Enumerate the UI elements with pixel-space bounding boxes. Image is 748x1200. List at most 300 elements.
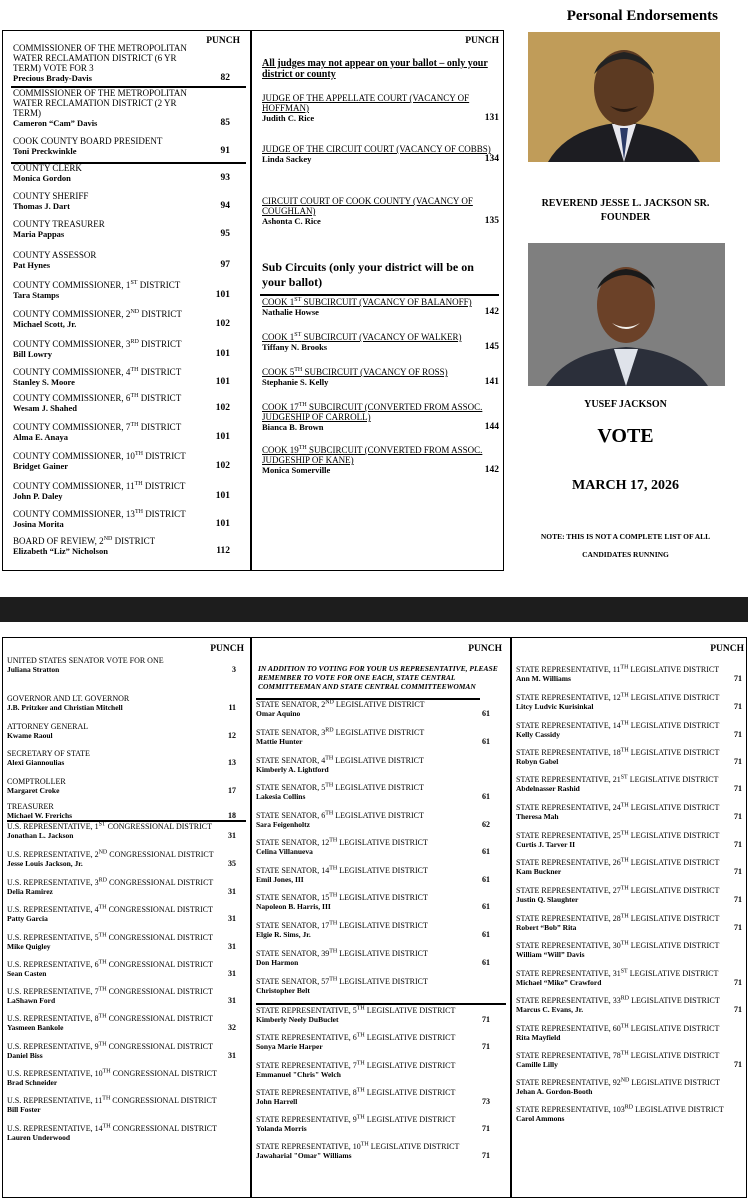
candidate-name: Bill Lowry	[13, 349, 52, 359]
punch-number: 101	[215, 377, 230, 387]
office-title: BOARD OF REVIEW, 2ND DISTRICT	[13, 536, 156, 546]
ballot-entry	[13, 219, 250, 239]
yusef-jackson-photo	[528, 243, 725, 386]
office-title: STATE REPRESENTATIVE, 27TH LEGISLATIVE DISTRICT	[516, 885, 720, 895]
punch-number: 102	[215, 319, 230, 329]
candidate-name: Daniel Biss	[7, 1051, 43, 1060]
candidate-name: Alexi Giannoulias	[7, 758, 65, 767]
divider	[7, 820, 246, 822]
candidate-name: Kam Buckner	[516, 867, 562, 876]
ballot-entry	[256, 1033, 510, 1051]
candidate-name: Juliana Stratton	[7, 665, 60, 674]
punch-header: PUNCH	[210, 644, 244, 654]
ballot-entry	[262, 445, 503, 475]
candidate-name: Judith C. Rice	[262, 113, 315, 123]
candidate-name: Sean Casten	[7, 969, 47, 978]
office-title: COOK 1ST SUBCIRCUIT (VACANCY OF BALANOFF)	[262, 297, 472, 307]
office-title: TREASURER	[7, 802, 54, 811]
office-title: STATE REPRESENTATIVE, 103RD LEGISLATIVE DISTRICT	[516, 1104, 724, 1114]
punch-number: 17	[228, 786, 236, 795]
ballot-entry	[13, 280, 250, 300]
office-title: U.S. REPRESENTATIVE, 10TH CONGRESSIONAL DISTRICT	[7, 1068, 217, 1078]
ballot-entry	[7, 960, 250, 978]
ballot-entry	[7, 1014, 250, 1032]
candidate-name: Stanley S. Moore	[13, 377, 75, 387]
candidate-name: LaShawn Ford	[7, 996, 56, 1005]
office-title: STATE REPRESENTATIVE, 14TH LEGISLATIVE DISTRICT	[516, 720, 720, 730]
office-title: STATE REPRESENTATIVE, 92ND LEGISLATIVE DISTRICT	[516, 1077, 721, 1087]
office-title: STATE REPRESENTATIVE, 6TH LEGISLATIVE DISTRICT	[256, 1032, 456, 1042]
punch-number: 82	[220, 73, 230, 83]
punch-number: 31	[228, 914, 236, 923]
candidate-name: Celina Villanueva	[256, 847, 313, 856]
punch-number: 93	[220, 173, 230, 183]
candidate-name: Marcus C. Evans, Jr.	[516, 1005, 584, 1014]
office-title: STATE REPRESENTATIVE, 21ST LEGISLATIVE DISTRICT	[516, 774, 719, 784]
candidate-name: Toni Preckwinkle	[13, 146, 77, 156]
punch-number: 61	[482, 737, 490, 746]
judges-panel	[251, 30, 504, 571]
punch-header: PUNCH	[465, 36, 499, 46]
office-title: COOK 5TH SUBCIRCUIT (VACANCY OF ROSS)	[262, 367, 448, 377]
candidate-name: Patty Garcia	[7, 914, 48, 923]
candidate-name: Jehan A. Gordon-Booth	[516, 1087, 593, 1096]
divider	[256, 1003, 506, 1005]
candidate-name: Kimberly Neely DuBuclet	[256, 1015, 339, 1024]
punch-number: 71	[734, 784, 742, 793]
office-title: JUDGE OF THE CIRCUIT COURT (VACANCY OF COBBS)	[262, 144, 491, 154]
candidate-name: Justin Q. Slaughter	[516, 895, 579, 904]
punch-number: 144	[484, 422, 499, 432]
punch-number: 135	[484, 216, 499, 226]
office-title: STATE SENATOR, 6TH LEGISLATIVE DISTRICT	[256, 810, 424, 820]
punch-number: 31	[228, 1051, 236, 1060]
ballot-entry	[516, 831, 746, 849]
ballot-entry	[516, 1024, 746, 1042]
punch-number: 11	[228, 703, 236, 712]
punch-number: 61	[482, 792, 490, 801]
candidate-name: Christopher Belt	[256, 986, 310, 995]
office-title: STATE SENATOR, 15TH LEGISLATIVE DISTRICT	[256, 892, 428, 902]
punch-number: 73	[482, 1097, 490, 1106]
candidate-name: Linda Sackey	[262, 154, 312, 164]
office-title: U.S. REPRESENTATIVE, 2ND CONGRESSIONAL DISTRICT	[7, 849, 214, 859]
office-title: ATTORNEY GENERAL	[7, 722, 89, 731]
office-title: U.S. REPRESENTATIVE, 11TH CONGRESSIONAL DISTRICT	[7, 1095, 217, 1105]
ballot-entry	[516, 886, 746, 904]
ballot-entry	[516, 914, 746, 932]
punch-number: 71	[734, 1005, 742, 1014]
punch-number: 101	[215, 349, 230, 359]
office-title: JUDGE OF THE APPELLATE COURT (VACANCY OF HOFFMAN)	[262, 93, 470, 113]
ballot-entry	[256, 700, 510, 718]
ballot-entry	[7, 850, 250, 868]
ballot-entry	[256, 728, 510, 746]
ballot-entry	[7, 987, 250, 1005]
ballot-entry	[256, 1088, 510, 1106]
candidate-name: Omar Aquino	[256, 709, 301, 718]
punch-number: 71	[734, 895, 742, 904]
punch-number: 3	[232, 665, 236, 674]
ballot-entry	[516, 941, 746, 959]
candidate-name: Mattie Hunter	[256, 737, 303, 746]
punch-number: 102	[215, 461, 230, 471]
ballot-entry	[256, 1142, 510, 1160]
candidate-name: Monica Somerville	[262, 465, 331, 475]
office-title: COUNTY COMMISSIONER, 6TH DISTRICT	[13, 393, 182, 403]
candidate-name: YUSEF JACKSON	[584, 399, 667, 410]
punch-number: 61	[482, 709, 490, 718]
punch-number: 71	[482, 1015, 490, 1024]
candidate-name: Kimberly A. Lightford	[256, 765, 329, 774]
candidate-name: Sonya Marie Harper	[256, 1042, 323, 1051]
office-title: STATE SENATOR, 17TH LEGISLATIVE DISTRICT	[256, 920, 428, 930]
office-title: STATE REPRESENTATIVE, 30TH LEGISLATIVE DISTRICT	[516, 940, 720, 950]
endorsements-panel	[504, 30, 747, 571]
candidate-name: Rita Mayfield	[516, 1033, 561, 1042]
ballot-entry	[7, 905, 250, 923]
vote-heading: VOTE	[597, 425, 654, 447]
punch-number: 31	[228, 969, 236, 978]
ballot-entry	[13, 481, 250, 501]
candidate-name: Yolanda Morris	[256, 1124, 307, 1133]
ballot-entry	[516, 721, 746, 739]
ballot-entry	[13, 339, 250, 359]
office-title: COMMISSIONER OF THE METROPOLITAN WATER RECLAMATION DISTRICT (6 YR TERM) VOTE FOR 3	[13, 43, 187, 73]
candidate-name: Elizabeth “Liz” Nicholson	[13, 546, 108, 556]
ballot-entry	[516, 1105, 746, 1123]
office-title: STATE SENATOR, 4TH LEGISLATIVE DISTRICT	[256, 755, 424, 765]
statewide-congress-panel	[2, 637, 251, 1198]
office-title: STATE REPRESENTATIVE, 26TH LEGISLATIVE DISTRICT	[516, 857, 720, 867]
ballot-entry	[262, 332, 503, 352]
ballot-entry	[13, 136, 250, 156]
ballot-entry	[13, 250, 250, 270]
candidate-name: Emmanuel "Chris" Welch	[256, 1070, 341, 1079]
state-legislature-panel	[251, 637, 511, 1198]
punch-number: 18	[228, 811, 236, 820]
ballot-entry	[516, 858, 746, 876]
ballot-entry	[7, 722, 250, 740]
office-title: STATE REPRESENTATIVE, 9TH LEGISLATIVE DISTRICT	[256, 1114, 456, 1124]
candidate-name: John P. Daley	[13, 491, 63, 501]
ballot-entry	[516, 1078, 746, 1096]
office-title: STATE REPRESENTATIVE, 10TH LEGISLATIVE DISTRICT	[256, 1141, 460, 1151]
ballot-entry	[7, 1042, 250, 1060]
office-title: COMPTROLLER	[7, 777, 66, 786]
note-line-2: CANDIDATES RUNNING	[582, 550, 669, 559]
ballot-entry	[7, 694, 250, 712]
ballot-entry	[516, 969, 746, 987]
office-title: STATE REPRESENTATIVE, 60TH LEGISLATIVE DISTRICT	[516, 1023, 720, 1033]
ballot-entry	[7, 1096, 250, 1114]
page-title: Personal Endorsements	[566, 8, 718, 24]
candidate-name: Tiffany N. Brooks	[262, 342, 328, 352]
ballot-entry	[262, 196, 503, 226]
punch-number: 142	[484, 307, 499, 317]
ballot-entry	[516, 996, 746, 1014]
ballot-entry	[256, 949, 510, 967]
punch-number: 31	[228, 887, 236, 896]
office-title: U.S. REPRESENTATIVE, 7TH CONGRESSIONAL DISTRICT	[7, 986, 213, 996]
candidate-name: Precious Brady-Davis	[13, 73, 92, 83]
punch-number: 62	[482, 820, 490, 829]
punch-number: 71	[734, 674, 742, 683]
punch-number: 71	[734, 867, 742, 876]
office-title: COOK 1ST SUBCIRCUIT (VACANCY OF WALKER)	[262, 332, 462, 342]
office-title: STATE REPRESENTATIVE, 11TH LEGISLATIVE DISTRICT	[516, 664, 720, 674]
candidate-name: Wesam J. Shahed	[13, 403, 77, 413]
candidate-name: Camille Lilly	[516, 1060, 558, 1069]
punch-number: 112	[216, 546, 230, 556]
divider	[11, 86, 246, 88]
state-representatives-panel	[511, 637, 747, 1198]
punch-number: 71	[482, 1124, 490, 1133]
candidate-name: Alma E. Anaya	[13, 432, 69, 442]
punch-number: 85	[220, 118, 230, 128]
office-title: COUNTY COMMISSIONER, 13TH DISTRICT	[13, 509, 186, 519]
candidate-name: Robyn Gabel	[516, 757, 559, 766]
ballot-entry	[13, 422, 250, 442]
punch-header: PUNCH	[710, 644, 744, 654]
punch-header: PUNCH	[206, 36, 240, 46]
office-title: U.S. REPRESENTATIVE, 1ST CONGRESSIONAL DISTRICT	[7, 821, 212, 831]
candidate-name: Robert “Bob” Rita	[516, 923, 577, 932]
punch-number: 71	[734, 812, 742, 821]
office-title: U.S. REPRESENTATIVE, 9TH CONGRESSIONAL DISTRICT	[7, 1041, 213, 1051]
punch-number: 71	[734, 840, 742, 849]
office-title: STATE REPRESENTATIVE, 31ST LEGISLATIVE DISTRICT	[516, 968, 719, 978]
office-title: STATE SENATOR, 39TH LEGISLATIVE DISTRICT	[256, 948, 428, 958]
candidate-name: Thomas J. Dart	[13, 201, 70, 211]
candidate-name: Mike Quigley	[7, 942, 51, 951]
office-title: COOK 17TH SUBCIRCUIT (CONVERTED FROM ASSOC. JUDGESHIP OF CARROLL)	[262, 402, 483, 422]
office-title: STATE REPRESENTATIVE, 12TH LEGISLATIVE DISTRICT	[516, 692, 720, 702]
candidate-name: Yasmeen Bankole	[7, 1023, 64, 1032]
ballot-entry	[13, 191, 250, 211]
candidate-name: Maria Pappas	[13, 229, 65, 239]
ballot-entry	[262, 297, 503, 317]
judges-note: All judges may not appear on your ballot – only your district or county	[262, 58, 488, 80]
office-title: COUNTY COMMISSIONER, 4TH DISTRICT	[13, 367, 182, 377]
candidate-name: Theresa Mah	[516, 812, 559, 821]
punch-number: 102	[215, 403, 230, 413]
candidate-name: Elgie R. Sims, Jr.	[256, 930, 311, 939]
candidate-name: Don Harmon	[256, 958, 299, 967]
candidate-name: Brad Schneider	[7, 1078, 58, 1087]
office-title: COMMISSIONER OF THE METROPOLITAN WATER RECLAMATION DISTRICT (2 YR TERM)	[13, 88, 187, 118]
candidate-name: Bianca B. Brown	[262, 422, 324, 432]
office-title: COUNTY COMMISSIONER, 2ND DISTRICT	[13, 309, 182, 319]
punch-number: 141	[484, 377, 499, 387]
office-title: STATE REPRESENTATIVE, 24TH LEGISLATIVE DISTRICT	[516, 802, 720, 812]
punch-number: 71	[482, 1151, 490, 1160]
office-title: COUNTY COMMISSIONER, 11TH DISTRICT	[13, 481, 186, 491]
candidate-name: Carol Ammons	[516, 1114, 565, 1123]
candidate-name: Emil Jones, III	[256, 875, 304, 884]
ballot-entry	[256, 838, 510, 856]
candidate-name: Ann M. Williams	[516, 674, 571, 683]
punch-number: 61	[482, 847, 490, 856]
candidate-name: William “Will” Davis	[516, 950, 585, 959]
ballot-entry	[13, 163, 250, 183]
candidate-name: Lakesia Collins	[256, 792, 306, 801]
candidate-name: John Harrell	[256, 1097, 298, 1106]
committee-note: IN ADDITION TO VOTING FOR YOUR US REPRESENTATIVE, PLEASE REMEMBER TO VOTE FOR ONE EACH, STATE CENTRAL COMMITTEEMAN AND STATE CENTRAL COMMITTEEWOMAN	[258, 664, 498, 691]
candidate-name: Lauren Underwood	[7, 1133, 70, 1142]
ballot-entry	[7, 1124, 250, 1142]
candidate-name: Napoleon B. Harris, III	[256, 902, 331, 911]
office-title: STATE SENATOR, 3RD LEGISLATIVE DISTRICT	[256, 727, 425, 737]
ballot-entry	[256, 866, 510, 884]
ballot-entry	[256, 811, 510, 829]
punch-header: PUNCH	[468, 644, 502, 654]
candidate-name: Bill Foster	[7, 1105, 41, 1114]
office-title: U.S. REPRESENTATIVE, 6TH CONGRESSIONAL DISTRICT	[7, 959, 213, 969]
punch-number: 101	[215, 290, 230, 300]
candidate-name: Margaret Croke	[7, 786, 60, 795]
punch-number: 61	[482, 930, 490, 939]
candidate-name: Nathalie Howse	[262, 307, 319, 317]
ballot-entry	[7, 933, 250, 951]
candidate-name: Litcy Ludvic Kurisinkal	[516, 702, 594, 711]
punch-number: 32	[228, 1023, 236, 1032]
punch-number: 61	[482, 875, 490, 884]
ballot-entry	[262, 144, 503, 164]
founder-photo	[528, 32, 720, 162]
candidate-name: Abdelnasser Rashid	[516, 784, 580, 793]
ballot-entry	[516, 748, 746, 766]
office-title: STATE SENATOR, 14TH LEGISLATIVE DISTRICT	[256, 865, 428, 875]
ballot-entry	[13, 509, 250, 529]
ballot-entry	[262, 367, 503, 387]
punch-number: 31	[228, 831, 236, 840]
candidate-name: Bridget Gainer	[13, 461, 69, 471]
office-title: COUNTY TREASURER	[13, 219, 105, 229]
office-title: COOK COUNTY BOARD PRESIDENT	[13, 136, 163, 146]
office-title: SECRETARY OF STATE	[7, 749, 90, 758]
office-title: CIRCUIT COURT OF COOK COUNTY (VACANCY OF COUGHLAN)	[262, 196, 473, 216]
ballot-entry	[262, 93, 503, 123]
ballot-entry	[13, 43, 250, 83]
ballot-entry	[256, 921, 510, 939]
punch-number: 71	[482, 1042, 490, 1051]
candidate-name: Michael “Mike” Crawford	[516, 978, 602, 987]
candidate-name: Josina Morita	[13, 519, 64, 529]
office-title: STATE REPRESENTATIVE, 25TH LEGISLATIVE DISTRICT	[516, 830, 720, 840]
office-title: STATE SENATOR, 12TH LEGISLATIVE DISTRICT	[256, 837, 428, 847]
candidate-name: Pat Hynes	[13, 260, 51, 270]
punch-number: 31	[228, 942, 236, 951]
punch-number: 145	[484, 342, 499, 352]
candidate-name: Curtis J. Tarver II	[516, 840, 576, 849]
candidate-name: Jawaharial "Omar" Williams	[256, 1151, 352, 1160]
office-title: COUNTY COMMISSIONER, 1ST DISTRICT	[13, 280, 181, 290]
office-title: U.S. REPRESENTATIVE, 14TH CONGRESSIONAL DISTRICT	[7, 1123, 217, 1133]
ballot-entry	[7, 822, 250, 840]
ballot-entry	[256, 1006, 510, 1024]
punch-number: 12	[228, 731, 236, 740]
candidate-name: J.B. Pritzker and Christian Mitchell	[7, 703, 123, 712]
ballot-entry	[256, 756, 510, 774]
ballot-entry	[7, 777, 250, 795]
candidate-name: Michael Scott, Jr.	[13, 319, 77, 329]
ballot-entry	[516, 665, 746, 683]
office-title: STATE SENATOR, 57TH LEGISLATIVE DISTRICT	[256, 976, 428, 986]
ballot-entry	[13, 393, 250, 413]
candidate-name: Jonathan L. Jackson	[7, 831, 74, 840]
ballot-entry	[7, 749, 250, 767]
office-title: COUNTY CLERK	[13, 163, 82, 173]
founder-name: REVEREND JESSE L. JACKSON SR.	[541, 198, 710, 209]
candidate-name: Sara Feigenholtz	[256, 820, 310, 829]
punch-number: 91	[220, 146, 230, 156]
office-title: UNITED STATES SENATOR VOTE FOR ONE	[7, 656, 164, 665]
office-title: STATE REPRESENTATIVE, 18TH LEGISLATIVE DISTRICT	[516, 747, 720, 757]
candidate-name: Kelly Cassidy	[516, 730, 560, 739]
office-title: STATE REPRESENTATIVE, 8TH LEGISLATIVE DISTRICT	[256, 1087, 456, 1097]
candidate-name: Stephanie S. Kelly	[262, 377, 329, 387]
punch-number: 101	[215, 519, 230, 529]
ballot-entry	[7, 1069, 250, 1087]
office-title: STATE SENATOR, 2ND LEGISLATIVE DISTRICT	[256, 699, 425, 709]
punch-number: 142	[484, 465, 499, 475]
punch-number: 97	[220, 260, 230, 270]
office-title: U.S. REPRESENTATIVE, 8TH CONGRESSIONAL DISTRICT	[7, 1013, 213, 1023]
punch-number: 35	[228, 859, 236, 868]
divider	[260, 294, 499, 296]
ballot-entry	[7, 802, 250, 820]
candidate-name: Tara Stamps	[13, 290, 60, 300]
candidate-name: Monica Gordon	[13, 173, 71, 183]
ballot-entry	[516, 693, 746, 711]
candidate-name: Michael W. Frerichs	[7, 811, 73, 820]
office-title: U.S. REPRESENTATIVE, 3RD CONGRESSIONAL DISTRICT	[7, 877, 214, 887]
candidate-name: Kwame Raoul	[7, 731, 53, 740]
punch-number: 71	[734, 1060, 742, 1069]
subcircuits-heading: Sub Circuits (only your district will be on your ballot)	[262, 260, 474, 289]
punch-number: 31	[228, 996, 236, 1005]
candidate-name: Cameron “Cam” Davis	[13, 118, 98, 128]
punch-number: 94	[220, 201, 230, 211]
note-line-1: NOTE: THIS IS NOT A COMPLETE LIST OF ALL	[540, 532, 711, 541]
office-title: COUNTY ASSESSOR	[13, 250, 97, 260]
punch-number: 61	[482, 902, 490, 911]
ballot-entry	[256, 1115, 510, 1133]
punch-number: 131	[484, 113, 499, 123]
office-title: STATE SENATOR, 5TH LEGISLATIVE DISTRICT	[256, 782, 424, 792]
office-title: STATE REPRESENTATIVE, 7TH LEGISLATIVE DISTRICT	[256, 1060, 456, 1070]
office-title: COUNTY SHERIFF	[13, 191, 89, 201]
ballot-entry	[256, 893, 510, 911]
ballot-entry	[516, 803, 746, 821]
office-title: COUNTY COMMISSIONER, 10TH DISTRICT	[13, 451, 186, 461]
punch-number: 71	[734, 730, 742, 739]
divider	[11, 162, 246, 164]
divider	[256, 698, 480, 700]
ballot-entry	[13, 367, 250, 387]
office-title: COUNTY COMMISSIONER, 3RD DISTRICT	[13, 339, 182, 349]
ballot-entry	[256, 977, 510, 995]
office-title: GOVERNOR AND LT. GOVERNOR	[7, 694, 130, 703]
election-date: MARCH 17, 2026	[572, 478, 679, 493]
ballot-entry	[13, 536, 250, 556]
punch-number: 71	[734, 923, 742, 932]
punch-number: 71	[734, 978, 742, 987]
punch-number: 71	[734, 757, 742, 766]
page-divider-band	[0, 597, 748, 622]
office-title: COOK 19TH SUBCIRCUIT (CONVERTED FROM ASSOC. JUDGESHIP OF KANE)	[262, 445, 483, 465]
